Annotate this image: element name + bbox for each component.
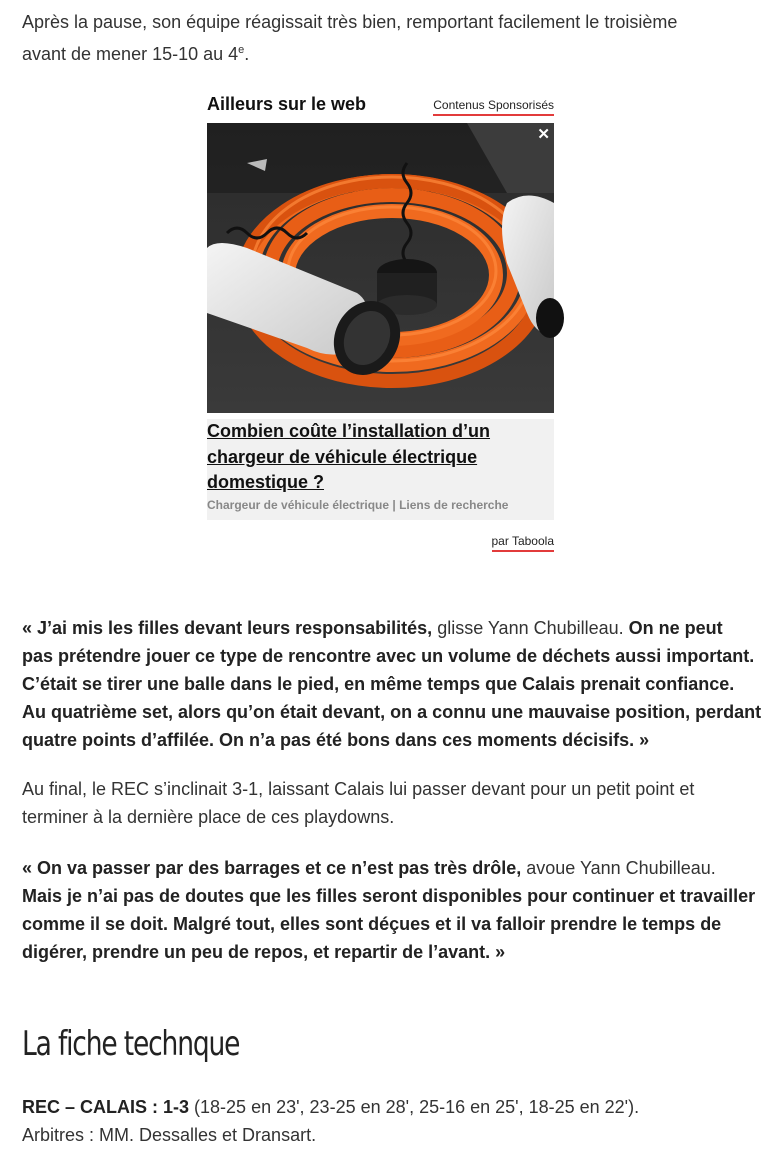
quote1-line1-bold-2: On ne peut xyxy=(628,618,723,638)
result-line-1: Au final, le REC s’inclinait 3-1, laissant Calais lui passer devant pour un petit point et xyxy=(22,779,695,799)
quote2-line3: comme il se doit. Malgré tout, elles sont déçues et il va falloir prendre le temps de xyxy=(22,914,722,934)
ev-charger-cable-image xyxy=(207,123,554,413)
match-sets: (18-25 en 23', 23-25 en 28', 25-16 en 25', 18-25 en 22'). xyxy=(189,1097,640,1117)
quote1-line4: Au quatrième set, alors qu’on était devant, on a connu une mauvaise position, perdant xyxy=(22,702,761,722)
quote1-line2: pas prétendre jouer ce type de rencontre avec un volume de déchets aussi important. xyxy=(22,646,755,666)
intro-paragraph xyxy=(22,8,680,68)
close-icon[interactable]: ✕ xyxy=(537,126,550,143)
quote1-line3: C’était se tirer une balle dans le pied, en même temps que Calais prenait confiance. xyxy=(22,674,735,694)
match-details xyxy=(22,1093,680,1149)
ad-image[interactable] xyxy=(207,123,554,413)
ad-card[interactable] xyxy=(207,419,554,520)
quote-paragraph-2 xyxy=(22,854,756,966)
intro-line-2: avant de mener 15-10 au 4 xyxy=(22,44,239,64)
quote-paragraph-1 xyxy=(22,614,761,754)
quote2-line4: digérer, prendre un peu de repos, et repartir de l’avant. » xyxy=(22,942,506,962)
quote1-line5: quatre points d’affilée. On n’a pas été bons dans ces moments décisifs. » xyxy=(22,730,650,750)
sponsored-block xyxy=(207,92,554,548)
ad-source: Chargeur de véhicule électrique | Liens de recherche xyxy=(207,498,509,512)
section-heading: La fiche technque xyxy=(22,1024,240,1064)
intro-line-2-end: . xyxy=(244,44,250,64)
sponsored-label-link[interactable]: Contenus Sponsorisés xyxy=(433,98,554,116)
quote1-attribution: glisse Yann Chubilleau. xyxy=(432,618,629,638)
match-referees: Arbitres : MM. Dessalles et Dransart. xyxy=(22,1125,317,1145)
result-line-2: terminer à la dernière place de ces playdowns. xyxy=(22,807,395,827)
intro-line-1: Après la pause, son équipe réagissait très bien, remportant facilement le troisième xyxy=(22,12,678,32)
ad-headline-link[interactable]: Combien coûte l’installation d’un chargeur de véhicule électrique domestique ? xyxy=(207,421,491,492)
quote2-attribution: avoue Yann Chubilleau. xyxy=(521,858,716,878)
sponsored-title: Ailleurs sur le web xyxy=(207,94,367,114)
intro-ordinal-suffix: e xyxy=(238,44,245,56)
taboola-link[interactable]: par Taboola xyxy=(492,534,555,552)
quote2-line2: Mais je n’ai pas de doutes que les filles seront disponibles pour continuer et travailler xyxy=(22,886,756,906)
quote1-line1-bold: « J’ai mis les filles devant leurs responsabilités, xyxy=(22,618,433,638)
result-paragraph xyxy=(22,775,695,831)
sponsored-header xyxy=(207,92,554,120)
quote2-line1-bold: « On va passer par des barrages et ce n’est pas très drôle, xyxy=(22,858,522,878)
match-score: REC – CALAIS : 1-3 xyxy=(22,1097,190,1117)
